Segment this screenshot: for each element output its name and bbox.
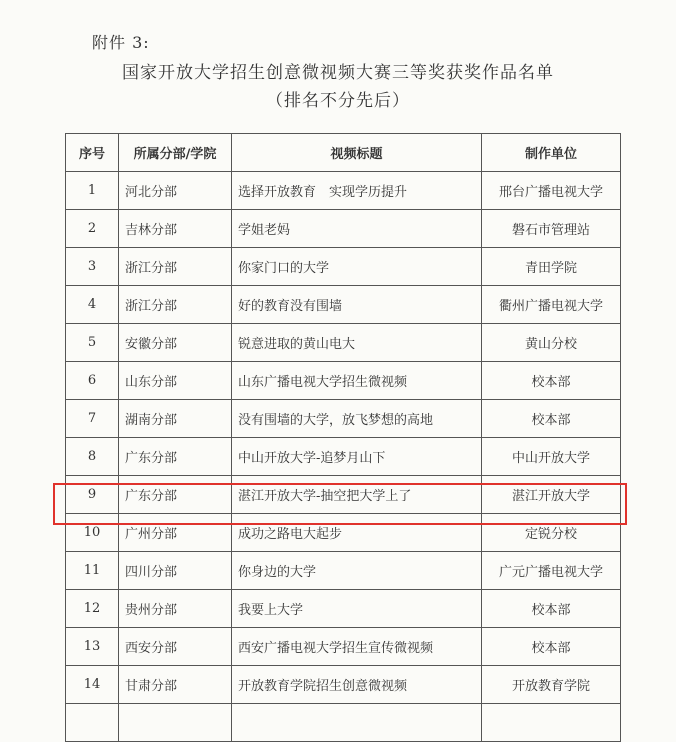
row-branch: 广东分部 bbox=[119, 438, 232, 476]
row-producer: 黄山分校 bbox=[482, 324, 621, 362]
table-body bbox=[66, 172, 621, 742]
row-producer: 开放教育学院 bbox=[482, 666, 621, 704]
table-row bbox=[66, 286, 621, 324]
row-video-title: 锐意进取的黄山电大 bbox=[232, 324, 482, 362]
row-branch: 河北分部 bbox=[119, 172, 232, 210]
row-producer: 青田学院 bbox=[482, 248, 621, 286]
row-branch: 湖南分部 bbox=[119, 400, 232, 438]
row-branch: 西安分部 bbox=[119, 628, 232, 666]
row-producer: 湛江开放大学 bbox=[482, 476, 621, 514]
row-producer: 中山开放大学 bbox=[482, 438, 621, 476]
row-branch: 浙江分部 bbox=[119, 286, 232, 324]
table-row bbox=[66, 362, 621, 400]
table-row bbox=[66, 628, 621, 666]
table-header-row bbox=[66, 134, 621, 172]
row-video-title: 好的教育没有围墙 bbox=[232, 286, 482, 324]
row-producer bbox=[482, 704, 621, 742]
award-table bbox=[65, 133, 621, 742]
attachment-label: 附件 3: bbox=[92, 33, 150, 52]
row-branch: 贵州分部 bbox=[119, 590, 232, 628]
row-number: 12 bbox=[66, 590, 119, 628]
table-row bbox=[66, 590, 621, 628]
row-number: 11 bbox=[66, 552, 119, 590]
row-number: 7 bbox=[66, 400, 119, 438]
row-number: 9 bbox=[66, 476, 119, 514]
row-branch: 安徽分部 bbox=[119, 324, 232, 362]
row-number: 5 bbox=[66, 324, 119, 362]
row-number: 3 bbox=[66, 248, 119, 286]
row-number: 4 bbox=[66, 286, 119, 324]
row-video-title: 中山开放大学-追梦月山下 bbox=[232, 438, 482, 476]
row-branch: 浙江分部 bbox=[119, 248, 232, 286]
table-row bbox=[66, 514, 621, 552]
row-number: 6 bbox=[66, 362, 119, 400]
row-branch: 山东分部 bbox=[119, 362, 232, 400]
table-row bbox=[66, 552, 621, 590]
row-video-title: 山东广播电视大学招生微视频 bbox=[232, 362, 482, 400]
header-producer: 制作单位 bbox=[482, 134, 621, 172]
table-row bbox=[66, 248, 621, 286]
row-producer: 衢州广播电视大学 bbox=[482, 286, 621, 324]
row-number: 14 bbox=[66, 666, 119, 704]
row-video-title: 你家门口的大学 bbox=[232, 248, 482, 286]
table-row bbox=[66, 324, 621, 362]
row-producer: 定锐分校 bbox=[482, 514, 621, 552]
row-branch: 四川分部 bbox=[119, 552, 232, 590]
table-row bbox=[66, 210, 621, 248]
row-video-title: 选择开放教育 实现学历提升 bbox=[232, 172, 482, 210]
row-video-title: 没有围墙的大学，放飞梦想的高地 bbox=[232, 400, 482, 438]
row-branch: 吉林分部 bbox=[119, 210, 232, 248]
row-producer: 校本部 bbox=[482, 400, 621, 438]
row-number: 1 bbox=[66, 172, 119, 210]
table-row bbox=[66, 438, 621, 476]
row-branch: 广州分部 bbox=[119, 514, 232, 552]
row-number: 8 bbox=[66, 438, 119, 476]
row-producer: 邢台广播电视大学 bbox=[482, 172, 621, 210]
header-video-title: 视频标题 bbox=[232, 134, 482, 172]
row-video-title: 开放教育学院招生创意微视频 bbox=[232, 666, 482, 704]
row-producer: 校本部 bbox=[482, 590, 621, 628]
row-video-title: 你身边的大学 bbox=[232, 552, 482, 590]
header-number: 序号 bbox=[66, 134, 119, 172]
row-number: 2 bbox=[66, 210, 119, 248]
row-video-title: 我要上大学 bbox=[232, 590, 482, 628]
row-video-title: 湛江开放大学-抽空把大学上了 bbox=[232, 476, 482, 514]
table-row bbox=[66, 666, 621, 704]
row-producer: 磐石市管理站 bbox=[482, 210, 621, 248]
document-subtitle: （排名不分先后） bbox=[266, 91, 410, 111]
table-row bbox=[66, 400, 621, 438]
row-branch: 甘肃分部 bbox=[119, 666, 232, 704]
header-branch: 所属分部/学院 bbox=[119, 134, 232, 172]
document-title: 国家开放大学招生创意微视频大赛三等奖获奖作品名单 bbox=[122, 63, 554, 83]
table-row bbox=[66, 704, 621, 742]
table-row bbox=[66, 476, 621, 514]
row-producer: 校本部 bbox=[482, 362, 621, 400]
row-number: 13 bbox=[66, 628, 119, 666]
row-branch bbox=[119, 704, 232, 742]
row-branch: 广东分部 bbox=[119, 476, 232, 514]
row-producer: 校本部 bbox=[482, 628, 621, 666]
row-video-title: 西安广播电视大学招生宣传微视频 bbox=[232, 628, 482, 666]
row-video-title: 成功之路电大起步 bbox=[232, 514, 482, 552]
row-number: 10 bbox=[66, 514, 119, 552]
row-number bbox=[66, 704, 119, 742]
row-video-title: 学姐老妈 bbox=[232, 210, 482, 248]
row-producer: 广元广播电视大学 bbox=[482, 552, 621, 590]
row-video-title bbox=[232, 704, 482, 742]
table-row bbox=[66, 172, 621, 210]
